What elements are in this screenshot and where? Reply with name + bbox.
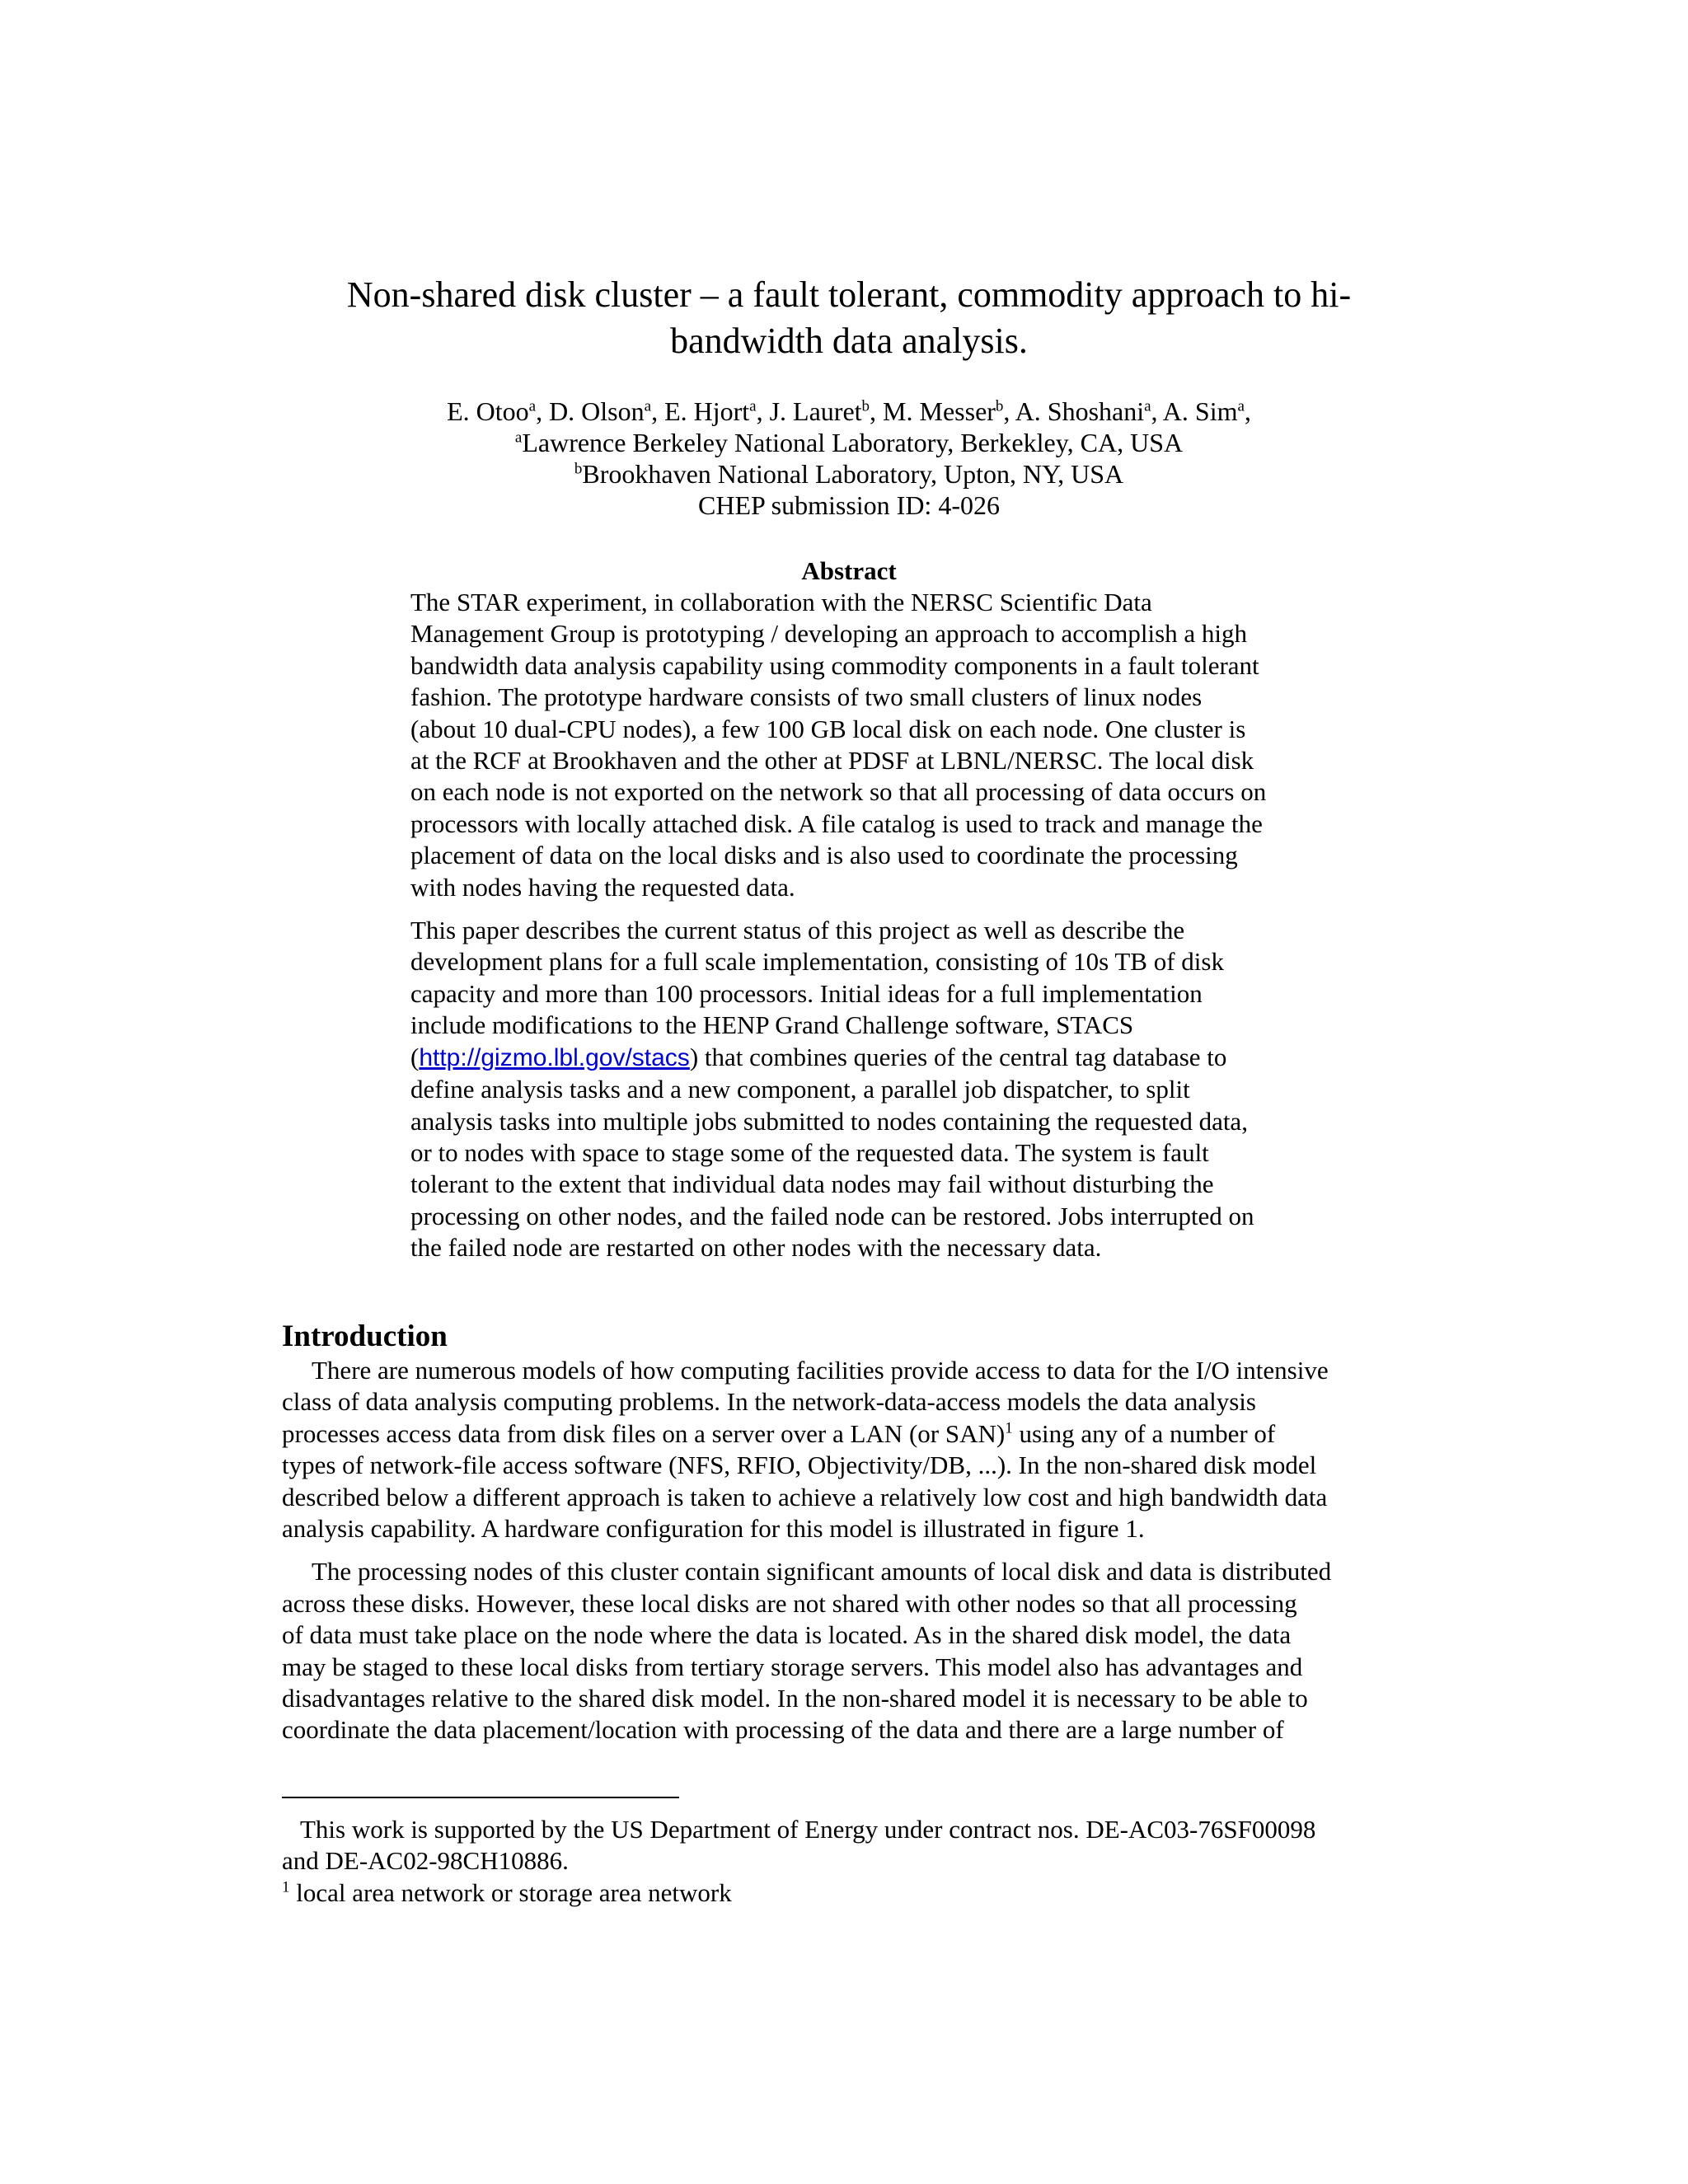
footnote-1 bbox=[282, 1877, 1419, 1909]
author: E. Hjort bbox=[664, 396, 750, 426]
author-list: E. Otoo$^a$, D. Olson$^a$, E. Hjort$^a$, J. Lauret$^b$, M. Messer$^b$, A. Shoshani$^a$, A. Sim$^a$, bbox=[447, 396, 1251, 426]
affiliation-mark: b bbox=[861, 397, 870, 415]
text-line: or to nodes with space to stage some of the requested data. The system is fault bbox=[410, 1137, 1209, 1167]
text-line: include modifications to the HENP Grand Challenge software, STACS bbox=[410, 1010, 1134, 1040]
text-line: fashion. The prototype hardware consists of two small clusters of linux nodes bbox=[410, 682, 1203, 712]
text-line bbox=[381, 1042, 1317, 1074]
introduction-body bbox=[282, 1355, 1419, 1746]
text-line: with nodes having the requested data. bbox=[410, 872, 795, 902]
text-line: The processing nodes of this cluster contain significant amounts of local disk and data is distributed bbox=[312, 1557, 1332, 1586]
footnote-mark: 1 bbox=[282, 1878, 290, 1896]
author: A. Shoshani bbox=[1015, 396, 1145, 426]
text-segment: using any of a number of bbox=[1012, 1418, 1276, 1448]
affiliation-text: Brookhaven National Laboratory, Upton, NY, USA bbox=[582, 459, 1124, 489]
text-line: disadvantages relative to the shared disk model. In the non-shared model it is necessary to be able to bbox=[282, 1684, 1308, 1713]
submission-id: CHEP submission ID: 4-026 bbox=[698, 490, 1000, 520]
text-line: define analysis tasks and a new component, a parallel job dispatcher, to split bbox=[410, 1075, 1190, 1104]
text-line: analysis capability. A hardware configuration for this model is illustrated in figure 1. bbox=[282, 1514, 1145, 1544]
text-line: processing on other nodes, and the failed node can be restored. Jobs interrupted on bbox=[410, 1201, 1254, 1230]
affiliation-mark: b bbox=[995, 397, 1004, 415]
text-line: across these disks. However, these local disks are not shared with other nodes so that all processing bbox=[282, 1588, 1297, 1618]
paper-title bbox=[305, 272, 1393, 364]
stacs-link[interactable]: http://gizmo.lbl.gov/stacs bbox=[419, 1043, 690, 1071]
abstract-body bbox=[381, 587, 1317, 1264]
text-line: of data must take place on the node where the data is located. As in the shared disk model, the data bbox=[282, 1620, 1292, 1650]
link-paren: ( bbox=[410, 1042, 420, 1071]
text-line: processors with locally attached disk. A file catalog is used to track and manage the bbox=[410, 808, 1263, 838]
introduction-paragraph-1 bbox=[282, 1355, 1419, 1544]
author: M. Messer bbox=[883, 396, 996, 426]
text-line: Management Group is prototyping / developing an approach to accomplish a high bbox=[410, 619, 1248, 649]
text-line: described below a different approach is taken to achieve a relatively low cost and high bandwidth data bbox=[282, 1482, 1328, 1511]
affiliation-text: Lawrence Berkeley National Laboratory, Berkekley, CA, USA bbox=[522, 428, 1184, 457]
abstract-paragraph-1 bbox=[381, 587, 1317, 903]
affiliation-mark: a bbox=[749, 397, 757, 415]
text-line: the failed node are restarted on other nodes with the necessary data. bbox=[410, 1233, 1102, 1263]
text-line: analysis tasks into multiple jobs submitted to nodes containing the requested data, bbox=[410, 1106, 1248, 1136]
text-line: This paper describes the current status of this project as well as describe the bbox=[410, 916, 1185, 945]
affiliation-mark: a bbox=[528, 397, 537, 415]
funding-note: and DE-AC02-98CH10886. bbox=[282, 1846, 569, 1876]
text-line: at the RCF at Brookhaven and the other at PDSF at LBNL/NERSC. The local disk bbox=[410, 746, 1254, 776]
affiliation-a bbox=[305, 427, 1393, 458]
text-line: bandwidth data analysis capability using commodity components in a fault tolerant bbox=[410, 650, 1259, 680]
footnote-ref: 1 bbox=[1005, 1419, 1013, 1437]
footnote-text: local area network or storage area network bbox=[289, 1877, 732, 1907]
text-line: on each node is not exported on the network so that all processing of data occurs on bbox=[410, 777, 1267, 807]
author-block bbox=[305, 396, 1393, 521]
title-line-1: Non-shared disk cluster – a fault tolerant, commodity approach to hi- bbox=[346, 274, 1352, 315]
affiliation-b bbox=[305, 458, 1393, 490]
text-line: types of network-file access software (NFS, RFIO, Objectivity/DB, ...). In the non-shared disk model bbox=[282, 1451, 1317, 1480]
affiliation-mark: b bbox=[574, 460, 583, 478]
funding-note: This work is supported by the US Department of Energy under contract nos. DE-AC03-76SF00098 bbox=[300, 1815, 1316, 1844]
affiliation-mark: a bbox=[1144, 397, 1151, 415]
author: D. Olson bbox=[549, 396, 645, 426]
affiliation-mark: a bbox=[644, 397, 652, 415]
abstract-paragraph-2 bbox=[381, 915, 1317, 1263]
text-line: may be staged to these local disks from tertiary storage servers. This model also has advantages and bbox=[282, 1652, 1303, 1681]
text-line: (about 10 dual-CPU nodes), a few 100 GB local disk on each node. One cluster is bbox=[410, 714, 1246, 743]
text-line: capacity and more than 100 processors. Initial ideas for a full implementation bbox=[410, 978, 1203, 1008]
title-line-2: bandwidth data analysis. bbox=[670, 321, 1028, 361]
author: A. Sim bbox=[1162, 396, 1238, 426]
text-line: coordinate the data placement/location with processing of the data and there are a large number of bbox=[282, 1715, 1284, 1745]
text-line bbox=[282, 1418, 1419, 1450]
text-segment: processes access data from disk files on a server over a LAN (or SAN) bbox=[282, 1418, 1006, 1448]
footnotes bbox=[282, 1814, 1419, 1909]
affiliation-mark: a bbox=[514, 429, 523, 447]
footnote-divider bbox=[282, 1797, 679, 1798]
author: E. Otoo bbox=[447, 396, 529, 426]
link-trailing-text: ) that combines queries of the central tag database to bbox=[689, 1042, 1227, 1071]
text-line: There are numerous models of how computing facilities provide access to data for the I/O intensive bbox=[312, 1356, 1329, 1385]
text-line: development plans for a full scale implementation, consisting of 10s TB of disk bbox=[410, 947, 1224, 977]
introduction-heading: Introduction bbox=[282, 1319, 448, 1353]
text-line: placement of data on the local disks and is also used to coordinate the processing bbox=[410, 841, 1238, 870]
affiliation-mark: a bbox=[1237, 397, 1245, 415]
text-line: class of data analysis computing problems. In the network-data-access models the data analysis bbox=[282, 1387, 1256, 1417]
text-line: tolerant to the extent that individual data nodes may fail without disturbing the bbox=[410, 1169, 1214, 1199]
abstract-heading: Abstract bbox=[801, 556, 897, 585]
introduction-paragraph-2 bbox=[282, 1556, 1419, 1746]
author: J. Lauret bbox=[769, 396, 862, 426]
text-line: The STAR experiment, in collaboration with the NERSC Scientific Data bbox=[410, 588, 1152, 616]
